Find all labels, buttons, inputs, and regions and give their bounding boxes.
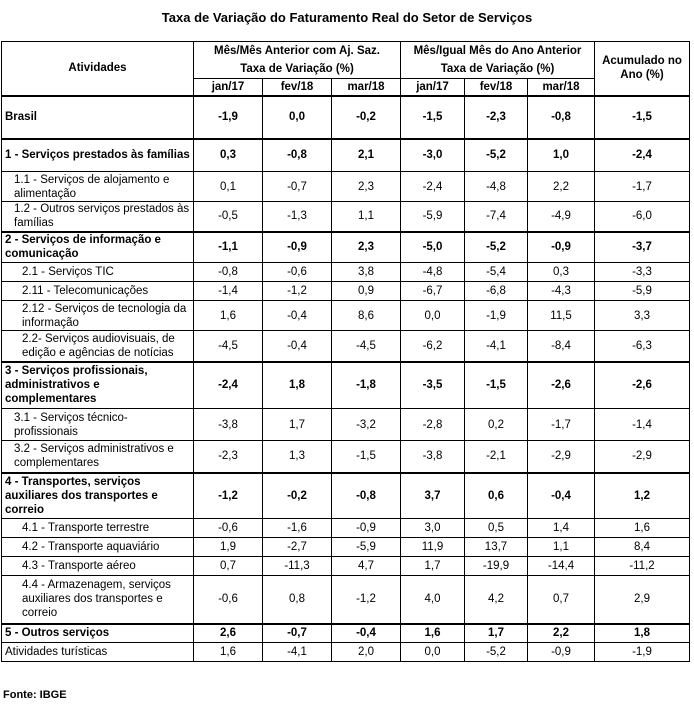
value-cell: -0,8 bbox=[194, 263, 263, 282]
value-cell: -1,9 bbox=[194, 96, 263, 139]
row-label: 3.1 - Serviços técnico-profissionais bbox=[2, 409, 194, 441]
value-cell: -2,4 bbox=[401, 172, 465, 202]
g2-month-header: mar/18 bbox=[528, 79, 595, 96]
value-cell: 2,0 bbox=[332, 643, 401, 662]
value-cell: 0,3 bbox=[194, 139, 263, 172]
value-cell: -4,1 bbox=[465, 331, 528, 362]
table-row bbox=[2, 331, 690, 362]
value-cell: -2,1 bbox=[465, 441, 528, 473]
value-cell: -5,9 bbox=[401, 202, 465, 232]
value-cell: -0,2 bbox=[332, 96, 401, 139]
value-cell: -1,4 bbox=[595, 409, 690, 441]
value-cell: -1,5 bbox=[595, 96, 690, 139]
value-cell: 1,1 bbox=[332, 202, 401, 232]
value-cell: 1,7 bbox=[465, 624, 528, 643]
value-cell: 0,8 bbox=[263, 576, 332, 624]
value-cell: -0,4 bbox=[332, 624, 401, 643]
value-cell: -1,7 bbox=[595, 172, 690, 202]
value-cell: -2,3 bbox=[465, 96, 528, 139]
value-cell: 0,0 bbox=[401, 643, 465, 662]
row-label: Brasil bbox=[2, 96, 194, 139]
value-cell: 8,6 bbox=[332, 301, 401, 331]
value-cell: -6,0 bbox=[595, 202, 690, 232]
value-cell: -3,8 bbox=[401, 441, 465, 473]
value-cell: 1,2 bbox=[595, 473, 690, 519]
value-cell: -0,9 bbox=[528, 643, 595, 662]
value-cell: 1,4 bbox=[528, 519, 595, 538]
value-cell: -3,5 bbox=[401, 362, 465, 409]
row-label: 3 - Serviços profissionais, administrativos e complementares bbox=[2, 362, 194, 409]
table-row bbox=[2, 282, 690, 301]
value-cell: -0,6 bbox=[263, 263, 332, 282]
value-cell: -4,8 bbox=[401, 263, 465, 282]
table-title: Taxa de Variação do Faturamento Real do Setor de Serviços bbox=[161, 10, 533, 25]
table-row bbox=[2, 519, 690, 538]
value-cell: -6,7 bbox=[401, 282, 465, 301]
value-cell: -1,3 bbox=[263, 202, 332, 232]
value-cell: -11,2 bbox=[595, 557, 690, 576]
value-cell: -5,2 bbox=[465, 139, 528, 172]
value-cell: -0,9 bbox=[332, 519, 401, 538]
value-cell: -2,3 bbox=[194, 441, 263, 473]
accumulated-header: Acumulado no Ano (%) bbox=[595, 42, 690, 96]
value-cell: -2,6 bbox=[595, 362, 690, 409]
value-cell: -2,4 bbox=[194, 362, 263, 409]
value-cell: -0,9 bbox=[263, 232, 332, 263]
value-cell: -0,8 bbox=[332, 473, 401, 519]
value-cell: -4,3 bbox=[528, 282, 595, 301]
value-cell: -5,2 bbox=[465, 643, 528, 662]
value-cell: -5,9 bbox=[332, 538, 401, 557]
value-cell: -4,8 bbox=[465, 172, 528, 202]
value-cell: 1,9 bbox=[194, 538, 263, 557]
value-cell: -1,7 bbox=[528, 409, 595, 441]
table-row bbox=[2, 96, 690, 139]
table-row bbox=[2, 557, 690, 576]
g2-month-header: fev/18 bbox=[465, 79, 528, 96]
table-row bbox=[2, 301, 690, 331]
value-cell: 4,0 bbox=[401, 576, 465, 624]
row-label: 4.3 - Transporte aéreo bbox=[2, 557, 194, 576]
table-row bbox=[2, 409, 690, 441]
value-cell: -4,5 bbox=[332, 331, 401, 362]
value-cell: 0,0 bbox=[401, 301, 465, 331]
value-cell: -0,4 bbox=[263, 331, 332, 362]
value-cell: -0,7 bbox=[263, 172, 332, 202]
value-cell: 1,6 bbox=[595, 519, 690, 538]
value-cell: 1,7 bbox=[263, 409, 332, 441]
g1-month-header: mar/18 bbox=[332, 79, 401, 96]
value-cell: 1,8 bbox=[595, 624, 690, 643]
value-cell: 0,1 bbox=[194, 172, 263, 202]
g1-month-header: fev/18 bbox=[263, 79, 332, 96]
value-cell: -5,9 bbox=[595, 282, 690, 301]
value-cell: -0,4 bbox=[263, 301, 332, 331]
value-cell: -3,2 bbox=[332, 409, 401, 441]
value-cell: 3,8 bbox=[332, 263, 401, 282]
group1-header-line1: Mês/Mês Anterior com Aj. Saz. bbox=[194, 42, 401, 60]
table-row bbox=[2, 538, 690, 557]
value-cell: 1,6 bbox=[401, 624, 465, 643]
group1-header-line2: Taxa de Variação (%) bbox=[194, 60, 401, 79]
source-note: Fonte: IBGE bbox=[3, 689, 67, 701]
value-cell: -1,9 bbox=[465, 301, 528, 331]
value-cell: -6,8 bbox=[465, 282, 528, 301]
value-cell: 4,7 bbox=[332, 557, 401, 576]
value-cell: -1,6 bbox=[263, 519, 332, 538]
value-cell: 2,3 bbox=[332, 172, 401, 202]
value-cell: -1,2 bbox=[194, 473, 263, 519]
value-cell: 1,3 bbox=[263, 441, 332, 473]
value-cell: 2,2 bbox=[528, 172, 595, 202]
value-cell: 1,1 bbox=[528, 538, 595, 557]
value-cell: 3,3 bbox=[595, 301, 690, 331]
value-cell: -4,1 bbox=[263, 643, 332, 662]
value-cell: -1,4 bbox=[194, 282, 263, 301]
value-cell: -5,0 bbox=[401, 232, 465, 263]
table-row bbox=[2, 172, 690, 202]
value-cell: -11,3 bbox=[263, 557, 332, 576]
value-cell: -5,2 bbox=[465, 232, 528, 263]
value-cell: -2,6 bbox=[528, 362, 595, 409]
table-row bbox=[2, 232, 690, 263]
value-cell: -0,9 bbox=[528, 232, 595, 263]
row-label: Atividades turísticas bbox=[2, 643, 194, 662]
row-label: 2.11 - Telecomunicações bbox=[2, 282, 194, 301]
value-cell: 1,6 bbox=[194, 643, 263, 662]
value-cell: -8,4 bbox=[528, 331, 595, 362]
value-cell: 1,8 bbox=[263, 362, 332, 409]
value-cell: -0,4 bbox=[528, 473, 595, 519]
value-cell: 1,0 bbox=[528, 139, 595, 172]
activities-header: Atividades bbox=[2, 42, 194, 96]
value-cell: -0,8 bbox=[528, 96, 595, 139]
g2-month-header: jan/17 bbox=[401, 79, 465, 96]
row-label: 4.1 - Transporte terrestre bbox=[2, 519, 194, 538]
group2-header-line2: Taxa de Variação (%) bbox=[401, 60, 595, 79]
row-label: 4.2 - Transporte aquaviário bbox=[2, 538, 194, 557]
value-cell: -2,4 bbox=[595, 139, 690, 172]
row-label: 2 - Serviços de informação e comunicação bbox=[2, 232, 194, 263]
value-cell: 0,0 bbox=[263, 96, 332, 139]
value-cell: 3,7 bbox=[401, 473, 465, 519]
value-cell: -1,2 bbox=[332, 576, 401, 624]
table-row bbox=[2, 139, 690, 172]
row-label: 1 - Serviços prestados às famílias bbox=[2, 139, 194, 172]
value-cell: -0,7 bbox=[263, 624, 332, 643]
value-cell: -4,5 bbox=[194, 331, 263, 362]
value-cell: -4,9 bbox=[528, 202, 595, 232]
value-cell: 2,2 bbox=[528, 624, 595, 643]
value-cell: 4,2 bbox=[465, 576, 528, 624]
g1-month-header: jan/17 bbox=[194, 79, 263, 96]
value-cell: -2,7 bbox=[263, 538, 332, 557]
row-label: 1.2 - Outros serviços prestados às famílias bbox=[2, 202, 194, 232]
value-cell: 3,0 bbox=[401, 519, 465, 538]
table-row bbox=[2, 362, 690, 409]
value-cell: -1,5 bbox=[332, 441, 401, 473]
row-label: 2.2- Serviços audiovisuais, de edição e agências de notícias bbox=[2, 331, 194, 362]
value-cell: -1,5 bbox=[401, 96, 465, 139]
value-cell: 0,9 bbox=[332, 282, 401, 301]
value-cell: -3,8 bbox=[194, 409, 263, 441]
value-cell: -6,3 bbox=[595, 331, 690, 362]
value-cell: -14,4 bbox=[528, 557, 595, 576]
value-cell: 2,9 bbox=[595, 576, 690, 624]
value-cell: -0,6 bbox=[194, 576, 263, 624]
value-cell: -2,9 bbox=[528, 441, 595, 473]
group2-header-line1: Mês/Igual Mês do Ano Anterior bbox=[401, 42, 595, 60]
value-cell: -1,2 bbox=[263, 282, 332, 301]
row-label: 1.1 - Serviços de alojamento e alimentação bbox=[2, 172, 194, 202]
value-cell: 8,4 bbox=[595, 538, 690, 557]
row-label: 5 - Outros serviços bbox=[2, 624, 194, 643]
value-cell: -1,9 bbox=[595, 643, 690, 662]
value-cell: 2,3 bbox=[332, 232, 401, 263]
value-cell: -2,8 bbox=[401, 409, 465, 441]
value-cell: 1,7 bbox=[401, 557, 465, 576]
table-row bbox=[2, 624, 690, 643]
value-cell: 11,9 bbox=[401, 538, 465, 557]
value-cell: -0,8 bbox=[263, 139, 332, 172]
row-label: 3.2 - Serviços administrativos e complementares bbox=[2, 441, 194, 473]
row-label: 4.4 - Armazenagem, serviços auxiliares dos transportes e correio bbox=[2, 576, 194, 624]
value-cell: -2,9 bbox=[595, 441, 690, 473]
value-cell: 2,1 bbox=[332, 139, 401, 172]
value-cell: 0,2 bbox=[465, 409, 528, 441]
value-cell: 0,6 bbox=[465, 473, 528, 519]
value-cell: 11,5 bbox=[528, 301, 595, 331]
value-cell: -0,2 bbox=[263, 473, 332, 519]
value-cell: -1,5 bbox=[465, 362, 528, 409]
value-cell: -7,4 bbox=[465, 202, 528, 232]
value-cell: -5,4 bbox=[465, 263, 528, 282]
value-cell: 0,7 bbox=[528, 576, 595, 624]
value-cell: 2,6 bbox=[194, 624, 263, 643]
row-label: 4 - Transportes, serviços auxiliares dos transportes e correio bbox=[2, 473, 194, 519]
table-row bbox=[2, 473, 690, 519]
table-row bbox=[2, 441, 690, 473]
table-row bbox=[2, 576, 690, 624]
value-cell: -3,7 bbox=[595, 232, 690, 263]
row-label: 2.1 - Serviços TIC bbox=[2, 263, 194, 282]
row-label: 2.12 - Serviços de tecnologia da informação bbox=[2, 301, 194, 331]
value-cell: 0,3 bbox=[528, 263, 595, 282]
services-revenue-table bbox=[1, 41, 690, 662]
value-cell: -1,8 bbox=[332, 362, 401, 409]
value-cell: -6,2 bbox=[401, 331, 465, 362]
value-cell: 0,5 bbox=[465, 519, 528, 538]
value-cell: -0,5 bbox=[194, 202, 263, 232]
table-row bbox=[2, 643, 690, 662]
value-cell: 13,7 bbox=[465, 538, 528, 557]
value-cell: 1,6 bbox=[194, 301, 263, 331]
value-cell: -19,9 bbox=[465, 557, 528, 576]
table-row bbox=[2, 202, 690, 232]
value-cell: 0,7 bbox=[194, 557, 263, 576]
value-cell: -0,6 bbox=[194, 519, 263, 538]
value-cell: -3,3 bbox=[595, 263, 690, 282]
table-row bbox=[2, 263, 690, 282]
value-cell: -3,0 bbox=[401, 139, 465, 172]
value-cell: -1,1 bbox=[194, 232, 263, 263]
